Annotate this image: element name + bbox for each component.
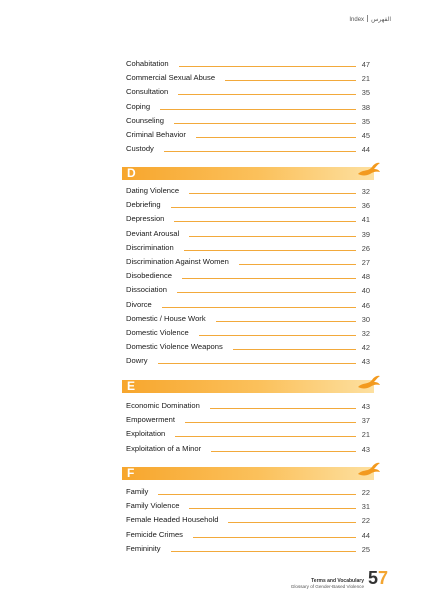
leader-line (184, 250, 356, 251)
index-page-number: 48 (361, 272, 370, 282)
index-entry (126, 298, 370, 312)
leader-line (162, 307, 356, 308)
index-entry (126, 100, 370, 114)
index-entry (126, 326, 370, 340)
index-entry (126, 269, 370, 283)
index-page-number: 35 (361, 88, 370, 98)
leader-line (174, 221, 356, 222)
leader-line (171, 207, 356, 208)
leader-line (179, 66, 356, 67)
index-entry (126, 542, 370, 556)
index-term: Criminal Behavior (126, 129, 186, 139)
index-page-number: 47 (361, 60, 370, 69)
index-term: Femininity (126, 543, 161, 553)
index-entry (126, 128, 370, 142)
page-number-second-digit: 7 (377, 568, 388, 588)
index-page-number: 32 (361, 328, 370, 338)
index-term: Commercial Sexual Abuse (126, 73, 216, 83)
section-banner-d (122, 167, 374, 180)
index-page-number: 35 (361, 116, 370, 126)
bird-icon (356, 160, 382, 180)
leader-line (158, 494, 356, 495)
index-entry (126, 399, 370, 413)
index-entry (126, 528, 370, 542)
index-term: Exploitation (126, 429, 166, 439)
index-page-number: 31 (361, 502, 370, 512)
leader-line (158, 363, 356, 364)
index-term: Female Headed Household (126, 515, 219, 525)
index-page-number: 22 (361, 516, 370, 526)
index-entry (126, 227, 370, 241)
index-term: Consultation (126, 87, 169, 97)
index-page-number: 42 (361, 343, 370, 353)
index-page-number: 43 (361, 357, 370, 367)
index-term: Exploitation of a Minor (126, 443, 202, 453)
bird-icon (356, 373, 382, 393)
index-term: Divorce (126, 299, 152, 309)
index-page-number: 27 (361, 257, 370, 267)
index-entry (126, 413, 370, 427)
arabic-index-label: الفهرس (371, 17, 391, 23)
index-page-number: 30 (361, 314, 370, 324)
index-term: Depression (126, 214, 165, 224)
index-entry (126, 114, 370, 128)
index-term: Family Violence (126, 501, 180, 511)
leader-line (189, 236, 356, 237)
leader-line (189, 193, 356, 194)
index-term: Empowerment (126, 415, 175, 425)
index-page-number: 26 (361, 243, 370, 253)
index-page-number: 41 (361, 215, 370, 225)
index-term: Femicide Crimes (126, 529, 183, 539)
index-page-number: 37 (361, 416, 370, 426)
index-page-number: 21 (361, 430, 370, 440)
index-entry (126, 513, 370, 527)
index-entry (126, 85, 370, 99)
page-index-header (349, 15, 391, 23)
index-term: Custody (126, 144, 154, 154)
index-page-number: 40 (361, 286, 370, 296)
leader-line (182, 278, 356, 279)
leader-line (199, 335, 356, 336)
index-term: Deviant Arousal (126, 228, 180, 238)
index-page-number: 21 (361, 74, 370, 84)
index-term: Family (126, 487, 149, 496)
index-term: Dowry (126, 356, 148, 366)
index-term: Dissociation (126, 285, 167, 295)
bird-icon (356, 460, 382, 480)
leader-line (233, 349, 356, 350)
leader-line (228, 522, 356, 523)
leader-line (185, 422, 356, 423)
section-letter: E (127, 379, 136, 393)
leader-line (177, 292, 356, 293)
leader-line (239, 264, 356, 265)
leader-line (171, 551, 356, 552)
leader-line (196, 137, 356, 138)
header-separator (367, 15, 368, 22)
leader-line (225, 80, 356, 81)
index-term: Cohabitation (126, 59, 169, 68)
index-entry (126, 241, 370, 255)
leader-line (210, 408, 356, 409)
index-entry (126, 442, 370, 456)
index-term: Discrimination (126, 242, 174, 252)
index-entry (126, 499, 370, 513)
index-term: Discrimination Against Women (126, 256, 229, 266)
page-number (368, 568, 388, 589)
index-page-number: 38 (361, 102, 370, 112)
index-entry (126, 485, 370, 499)
index-entry (126, 57, 370, 71)
index-page-number: 45 (361, 130, 370, 140)
index-term: Disobedience (126, 271, 173, 281)
index-term: Economic Domination (126, 401, 200, 410)
index-term: Domestic Violence (126, 327, 189, 337)
index-entry (126, 255, 370, 269)
index-page-number: 32 (361, 187, 370, 196)
index-page-number: 43 (361, 444, 370, 454)
index-term: Domestic Violence Weapons (126, 342, 223, 352)
index-page-number: 22 (361, 488, 370, 497)
index-entry (126, 142, 370, 156)
index-term: Debriefing (126, 200, 161, 210)
index-entry (126, 354, 370, 368)
index-term: Domestic / House Work (126, 313, 206, 323)
footer-title: Terms and Vocabulary (311, 578, 364, 584)
index-page-number: 43 (361, 402, 370, 411)
index-entry (126, 340, 370, 354)
section-f (126, 485, 370, 556)
index-label: Index (349, 17, 365, 23)
leader-line (174, 123, 356, 124)
index-page-number: 44 (361, 530, 370, 540)
section-e (126, 399, 370, 456)
section-letter: F (127, 466, 135, 480)
leader-line (211, 451, 356, 452)
index-page-number: 46 (361, 300, 370, 310)
index-term: Counseling (126, 115, 164, 125)
index-entry (126, 312, 370, 326)
section-banner-f (122, 467, 374, 480)
index-entry (126, 283, 370, 297)
leader-line (175, 436, 356, 437)
index-term: Coping (126, 101, 151, 111)
leader-line (178, 94, 356, 95)
index-term: Dating Violence (126, 186, 180, 195)
section-letter: D (127, 166, 136, 180)
page-number-first-digit: 5 (367, 568, 378, 588)
index-entry (126, 212, 370, 226)
index-entry (126, 71, 370, 85)
index-page-number: 25 (361, 544, 370, 554)
leader-line (189, 508, 356, 509)
leader-line (164, 151, 356, 152)
index-entry (126, 184, 370, 198)
section-d (126, 184, 370, 368)
section-c (126, 57, 370, 156)
index-page-number: 44 (361, 145, 370, 155)
section-banner-e (122, 380, 374, 393)
footer-subtitle: Glossary of Gender-Based Violence (290, 584, 364, 589)
leader-line (160, 109, 356, 110)
leader-line (193, 537, 356, 538)
leader-line (216, 321, 356, 322)
index-entry (126, 427, 370, 441)
index-entry (126, 198, 370, 212)
index-page-number: 36 (361, 201, 370, 211)
index-page-number: 39 (361, 229, 370, 239)
